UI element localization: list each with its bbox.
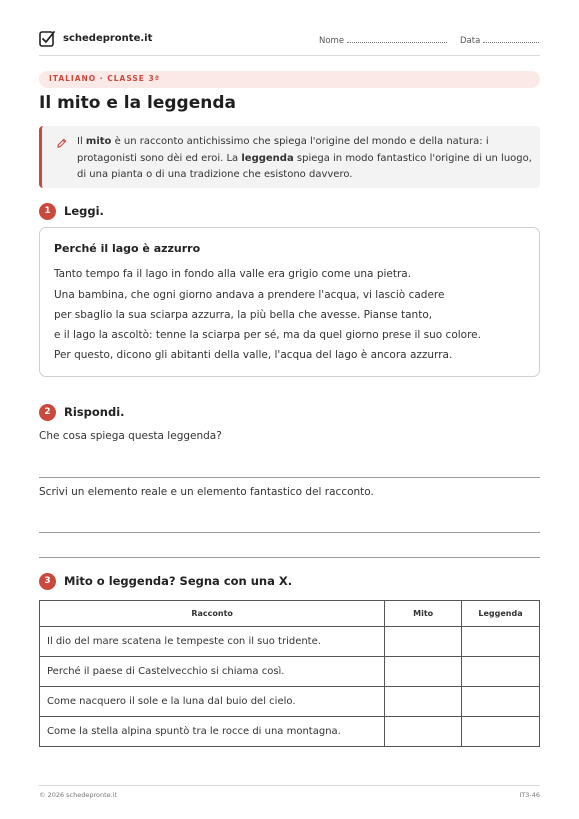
section-title: Mito o leggenda? Segna con una X.	[64, 574, 293, 588]
row-text: Come la stella alpina spuntò tra le rocce di una montagna.	[40, 717, 385, 747]
answer-line[interactable]	[39, 557, 540, 558]
date-line	[483, 35, 539, 43]
legend-checkbox-cell[interactable]	[462, 627, 540, 657]
classification-table	[39, 600, 540, 747]
column-header-legend: Leggenda	[462, 601, 540, 627]
table-row	[40, 657, 540, 687]
table-header-row	[40, 601, 540, 627]
footer-copyright: © 2026 schedepronte.it	[39, 791, 118, 799]
myth-checkbox-cell[interactable]	[385, 657, 462, 687]
intro-box	[39, 126, 540, 188]
name-line	[347, 35, 447, 43]
story-line: Una bambina, che ogni giorno andava a prendere l'acqua, vi lasciò cadere	[54, 289, 445, 301]
subject-pill	[39, 71, 540, 88]
row-text: Il dio del mare scatena le tempeste con il suo tridente.	[40, 627, 385, 657]
column-header-story: Racconto	[40, 601, 385, 627]
myth-checkbox-cell[interactable]	[385, 627, 462, 657]
section-number: 3	[39, 573, 56, 590]
row-text: Perché il paese di Castelvecchio si chiama così.	[40, 657, 385, 687]
date-field[interactable]	[460, 35, 539, 46]
date-label: Data	[460, 36, 481, 46]
checkbox-logo-icon	[39, 30, 55, 48]
name-label: Nome	[319, 36, 345, 46]
brand-name: schedepronte.it	[63, 33, 153, 44]
section-number: 1	[39, 203, 56, 220]
answer-line[interactable]	[39, 532, 540, 533]
story-line: e il lago la ascoltò: tenne la sciarpa per sé, ma da quel giorno prese il suo colore.	[54, 329, 481, 341]
story-box	[39, 227, 540, 377]
story-title: Perché il lago è azzurro	[54, 242, 201, 255]
section-title: Leggi.	[64, 204, 104, 218]
table-row	[40, 687, 540, 717]
footer-divider	[39, 785, 540, 786]
legend-checkbox-cell[interactable]	[462, 687, 540, 717]
legend-checkbox-cell[interactable]	[462, 717, 540, 747]
name-field[interactable]	[319, 35, 447, 46]
myth-checkbox-cell[interactable]	[385, 687, 462, 717]
legend-checkbox-cell[interactable]	[462, 657, 540, 687]
table-row	[40, 627, 540, 657]
intro-text: Il mito è un racconto antichissimo che spiega l'origine del mondo e della natura: i protagonisti sono dèi ed eroi. La leggenda spiega in modo fantastico l'origine di un luogo, di una pianta o di una tradizione che esistono davvero.	[77, 136, 532, 180]
myth-checkbox-cell[interactable]	[385, 717, 462, 747]
column-header-myth: Mito	[385, 601, 462, 627]
row-text: Come nacquero il sole e la luna dal buio del cielo.	[40, 687, 385, 717]
page-header	[39, 30, 540, 54]
question-2: Scrivi un elemento reale e un elemento fantastico del racconto.	[39, 486, 374, 498]
pencil-icon	[56, 138, 67, 149]
story-line: Per questo, dicono gli abitanti della valle, l'acqua del lago è ancora azzurra.	[54, 349, 453, 361]
story-line: Tanto tempo fa il lago in fondo alla valle era grigio come una pietra.	[54, 268, 412, 280]
answer-line[interactable]	[39, 477, 540, 478]
table-row	[40, 717, 540, 747]
header-divider	[39, 55, 540, 56]
section-number: 2	[39, 404, 56, 421]
page-title: Il mito e la leggenda	[39, 93, 236, 113]
question-1: Che cosa spiega questa leggenda?	[39, 430, 222, 442]
footer-code: IT3-46	[519, 791, 540, 799]
story-line: per sbaglio la sua sciarpa azzurra, la più bella che avesse. Pianse tanto,	[54, 309, 433, 321]
subject-label: ITALIANO · CLASSE 3ª	[49, 74, 160, 83]
section-title: Rispondi.	[64, 405, 125, 419]
